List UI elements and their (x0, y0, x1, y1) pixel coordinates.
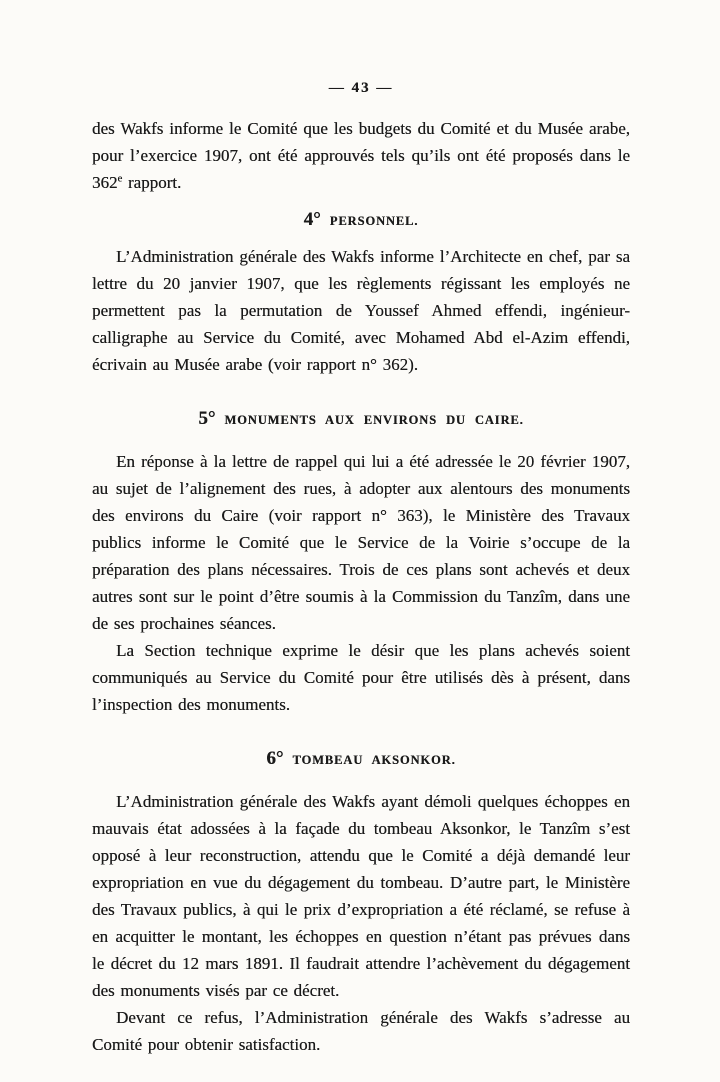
heading-tombeau-aksonkor (92, 744, 630, 771)
paragraph-wakfs-budgets (92, 115, 630, 196)
heading-tombeau-aksonkor-title: TOMBEAU AKSONKOR. (292, 753, 456, 767)
heading-personnel-number: 4° (303, 209, 321, 230)
heading-monuments-environs-number: 5° (198, 408, 216, 429)
heading-personnel-title: PERSONNEL. (329, 214, 419, 228)
heading-tombeau-aksonkor-number: 6° (266, 748, 284, 769)
paragraph-aksonkor-refus: Devant ce refus, l’Administration générale des Wakfs s’adresse au Comité pour obtenir satisfaction. (92, 1008, 630, 1054)
ordinal-superscript: e (117, 173, 123, 185)
page-number: — 43 — (328, 80, 394, 96)
heading-monuments-environs (92, 404, 630, 431)
paragraph-environs-reponse: En réponse à la lettre de rappel qui lui a été adressée le 20 février 1907, au sujet de l’alignement des rues, à adopter aux alentours des monuments des environs du Caire (voir rapport n° 363), le Ministère des Travaux publics informe le Comité que le Service de la Voirie s’occupe de la préparation des plans nécessaires. Trois de ces plans sont achevés et deux autres sont sur le point d’être soumis à la Commission du Tanzîm, dans une de ses prochaines séances. (92, 452, 630, 633)
heading-monuments-environs-title: MONUMENTS AUX ENVIRONS DU CAIRE. (224, 413, 524, 427)
heading-personnel (92, 205, 630, 232)
paragraph-wakfs-budgets-text-end: rapport. (122, 173, 182, 192)
paragraph-wakfs-budgets-text: des Wakfs informe le Comité que les budgets du Comité et du Musée arabe, pour l’exercice 1907, ont été approuvés tels qu’ils ont été proposés dans le 362 (92, 119, 630, 192)
paragraph-personnel: L’Administration générale des Wakfs informe l’Architecte en chef, par sa lettre du 20 janvier 1907, que les règlements régissant les employés ne permettent pas la permutation de Youssef Ahmed effendi, ingénieur-calligraphe au Service du Comité, avec Mohamed Abd el-Azim effendi, écrivain au Musée arabe (voir rapport n° 362). (92, 247, 630, 374)
paragraph-environs-section-technique: La Section technique exprime le désir que les plans achevés soient communiqués au Service du Comité pour être utilisés dès à présent, dans l’inspection des monuments. (92, 641, 630, 714)
paragraph-aksonkor-demolition: L’Administration générale des Wakfs ayant démoli quelques échoppes en mauvais état adossées à la façade du tombeau Aksonkor, le Tanzîm s’est opposé à leur reconstruction, attendu que le Comité a déjà demandé leur expropriation en vue du dégagement du tombeau. D’autre part, le Ministère des Travaux publics, à qui le prix d’expropriation a été réclamé, se refuse à en acquitter le montant, les échoppes en question n’étant pas prévues dans le décret du 12 mars 1891. Il faudrait attendre l’achèvement du dégagement des monuments visés par ce décret. (92, 792, 630, 1000)
